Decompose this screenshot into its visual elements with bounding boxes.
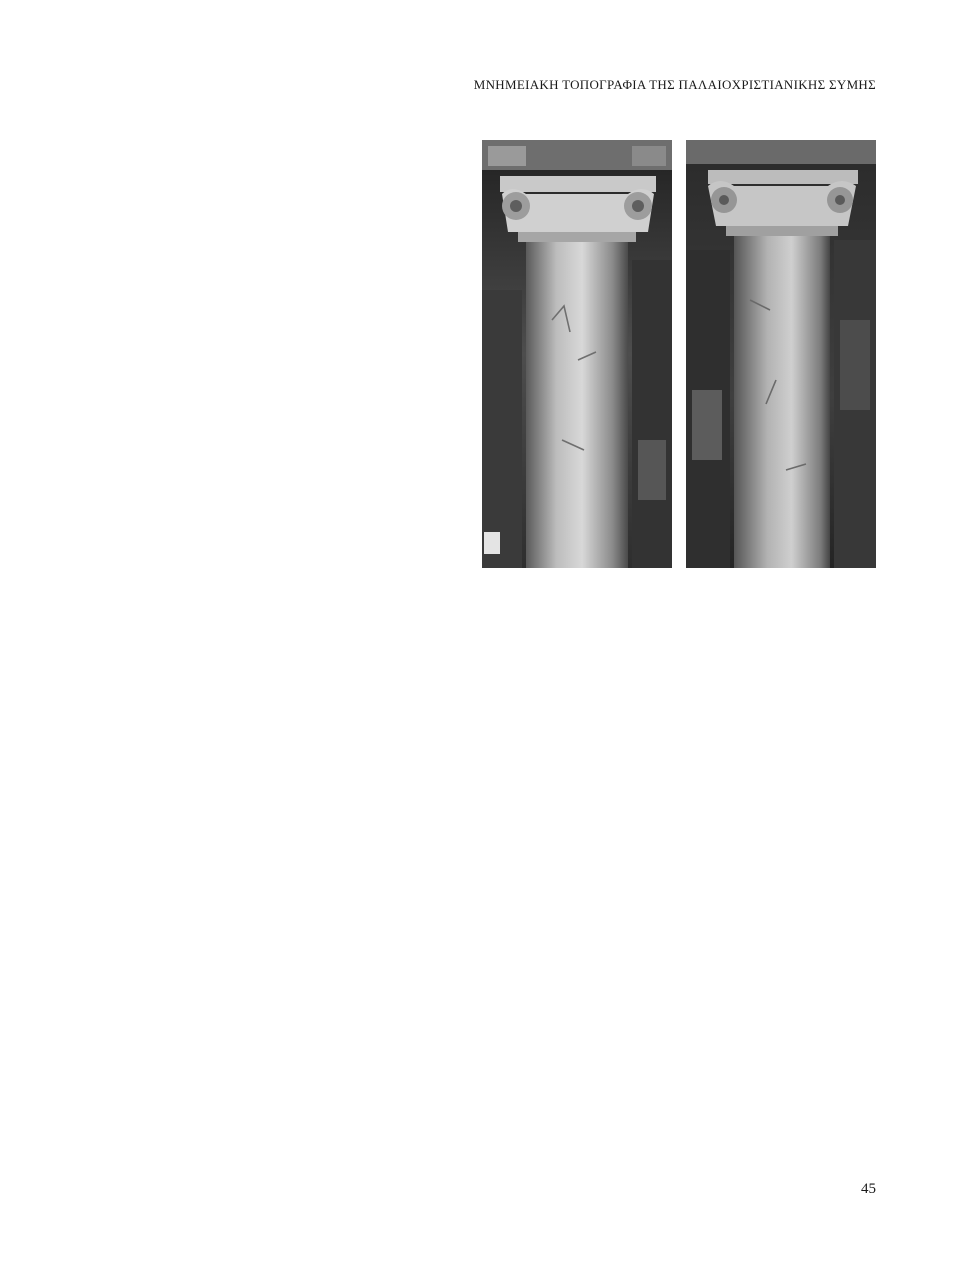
photo-column-north	[482, 140, 672, 568]
running-head: ΜΝΗΜΕΙΑΚΗ ΤΟΠΟΓΡΑΦΙΑ ΤΗΣ ΠΑΛΑΙΟΧΡΙΣΤΙΑΝΙΚΗΣ ΣΥΜΗΣ	[473, 77, 876, 92]
column-photo-a-image	[482, 140, 672, 568]
column-photo-b-image	[686, 140, 876, 568]
photo-column-south	[686, 140, 876, 568]
figure-photographs	[482, 140, 876, 568]
page-number: 45	[861, 1181, 876, 1197]
